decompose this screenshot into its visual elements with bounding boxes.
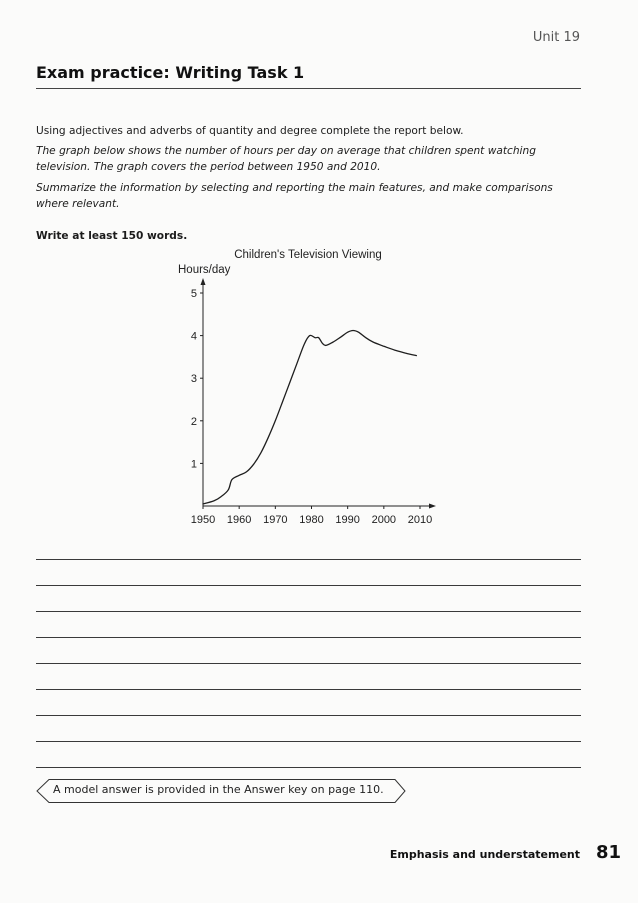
note-text: A model answer is provided in the Answer key on page 110. bbox=[53, 783, 384, 796]
unit-label: Unit 19 bbox=[532, 30, 580, 45]
y-axis-arrow bbox=[201, 278, 206, 285]
answer-line bbox=[36, 637, 581, 638]
answer-line bbox=[36, 611, 581, 612]
x-tick-label: 1950 bbox=[190, 514, 216, 526]
x-tick-label: 2000 bbox=[371, 514, 397, 526]
y-axis-label: Hours/day bbox=[178, 264, 231, 276]
y-tick-label: 1 bbox=[190, 458, 197, 471]
chart-title: Children's Television Viewing bbox=[234, 249, 382, 261]
task-description: The graph below shows the number of hours per day on average that children spent watching television. The graph covers the period between 1950 and 2010. bbox=[36, 145, 536, 173]
x-tick-label: 1980 bbox=[299, 514, 324, 526]
answer-line bbox=[36, 689, 581, 690]
y-tick-label: 2 bbox=[190, 415, 197, 428]
x-tick-label: 1970 bbox=[263, 514, 288, 526]
page-number: 81 bbox=[595, 842, 621, 863]
y-tick-label: 5 bbox=[190, 288, 197, 300]
footer-label: Emphasis and understatement bbox=[389, 848, 580, 861]
task-summary: Summarize the information by selecting and reporting the main features, and make comparisons where relevant. bbox=[36, 182, 553, 210]
task-instruction: Using adjectives and adverbs of quantity and degree complete the report below. bbox=[36, 125, 464, 137]
answer-line bbox=[36, 767, 581, 768]
answer-line bbox=[36, 741, 581, 742]
answer-line bbox=[36, 663, 581, 664]
x-tick-label: 2010 bbox=[407, 514, 433, 526]
answer-line bbox=[36, 585, 581, 586]
x-tick-label: 1990 bbox=[335, 514, 360, 526]
answer-line bbox=[36, 559, 581, 560]
series-line bbox=[203, 331, 416, 504]
y-tick-label: 3 bbox=[190, 373, 197, 386]
x-axis-arrow bbox=[429, 504, 436, 509]
word-limit: Write at least 150 words. bbox=[36, 230, 188, 242]
x-tick-label: 1960 bbox=[226, 514, 252, 526]
answer-line bbox=[36, 715, 581, 716]
section-title: Exam practice: Writing Task 1 bbox=[36, 63, 305, 82]
y-tick-label: 4 bbox=[190, 330, 197, 343]
